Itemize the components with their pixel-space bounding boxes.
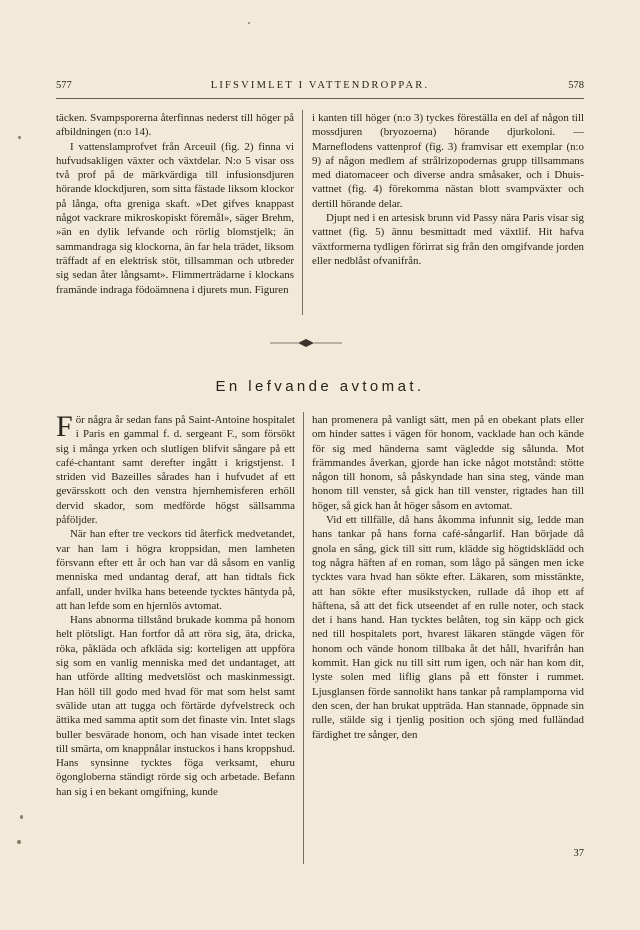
top-column-left [56, 111, 294, 317]
paragraph: I vattenslamprofvet från Arceuil (fig. 2) finna vi hufvudsakligen växter och växtdelar. N:o 5 visar oss två prof på de märkvärdiga till infusionsdjuren hörande klockdjuren, som sitta fästade liksom klockor på långa, ofta greniga skaft. »Det gifves knappast något vackrare mikroskopiskt föremål», säger Brehm, »än en dylik lefvande och rörlig blomstjelk; än sammandraga sig klockorna, än far hela trädet, liksom träffadt af en elektrisk stöt, tillsamman och utbreder sig sedan åter långsamt». Flimmerträdarne i klockans framände indraga födoämnena i djurets mun. Figuren [56, 140, 294, 296]
top-column-right [312, 111, 584, 317]
running-header [56, 80, 584, 96]
paragraph: När han efter tre veckors tid återfick medvetandet, var han lam i högra kroppsidan, men lamheten försvann efter ett år och han var då såsom en vanlig menniska med undantag deraf, att han tidtals fick anfall, under hvilka hans beteende tycktes häntyda på, att han lefde som en hjernlös avtomat. [56, 528, 295, 612]
section-divider-ornament [270, 337, 342, 349]
paper-speck [17, 840, 21, 844]
paper-speck [18, 136, 21, 139]
paper-speck [20, 815, 23, 819]
paragraph: Vid ett tillfälle, då hans åkomma infunnit sig, ledde man hans tankar på hans forna café-sångarlif. Han började då gnola en sång, gick till sitt rum, klädde sig högtidsklädd och tog några häften af en roman, som lågo på sängen men icke tycktes vara hvad han sökte efter. Läkaren, som misstänkte, att han sökte efter musikstycken, rullade då ihop ett af häftena, så att det fick utseendet af en rulle noter, och stack det i hans hand. Han tycktes belåten, tog sin käpp och gick ned till hospitalets port, hvarest läkaren stängde vägen för honom och vände honom tillbaka åt det håll, hvarifrån han kommit. Han gick nu till sitt rum igen, och när han kom dit, lyste solen med liflig glans på ett fönster i rummet. Ljusglansen förde sannolikt hans tankar på ramplamporna vid den scen, der han brukat uppträda. Han stannade, öppnade sin rulle, stälde sig i tjenlig position och sjöng med fulländad färdighet tre sånger, den [312, 514, 584, 741]
header-page-right: 578 [568, 80, 584, 91]
article-column-right [312, 413, 584, 843]
first-paragraph [56, 413, 295, 527]
drop-cap: F [56, 413, 73, 443]
page-number: 37 [573, 848, 584, 859]
paragraph: i kanten till höger (n:o 3) tyckes föreställa en del af någon till mossdjuren (bryozoerna) hörande djurkoloni. — Marneflodens vattenprof (fig. 3) framvisar ett exemplar (n:o 9) af någon medlem af strålrizopodernas grupp tillsammans med diatomaceer och diverse andra småsaker, och i Dhuis-vattnet (fig. 4) förekomma nästan blott svampväxter och dertill hörande delar. [312, 112, 584, 210]
column-divider [302, 110, 303, 315]
header-page-left: 577 [56, 80, 72, 91]
paragraph: han promenera på vanligt sätt, men på en obekant plats eller om hinder sattes i vägen för honom, vacklade han och kände för sig med händerna samt vägledde sig sålunda. Mot främmandes åverkan, gjorde han icke något motstånd: stötte någon till honom, så påskyndade han sina steg, vände man honom till venster, så gick han till venster, rigtades han till höger, så gick han åt höger såsom en avtomat. [312, 414, 584, 512]
header-rule [56, 98, 584, 99]
paragraph: Djupt ned i en artesisk brunn vid Passy nära Paris visar sig vattnet (fig. 5) ännu besmittadt med växtlif. Hit hafva växtformerna tydligen förirrat sig från den omgifvande jorden eller nedblåst ofvanifrån. [312, 212, 584, 267]
column-divider [303, 412, 304, 864]
header-title: LIFSVIMLET I VATTENDROPPAR. [210, 80, 430, 91]
article-column-left [56, 413, 295, 865]
first-paragraph-text: ör några år sedan fans på Saint-Antoine hospitalet i Paris en gammal f. d. sergeant F., som försökt sig i många yrken och slutligen blifvit sångare på ett café-chantant samt derefter ingått i krigstjenst. I striden vid Bazeilles sårades han i hufvudet af ett gevärsskott och den venstra hjernhemisferen erhöll dervid skador, som medförde högst sällsamma påföljder. [56, 414, 295, 527]
paragraph: täcken. Svampsporerna återfinnas nederst till höger på afbildningen (n:o 14). [56, 112, 294, 139]
article-title: En lefvande avtomat. [215, 378, 425, 395]
paper-speck [248, 22, 250, 24]
paragraph: Hans abnorma tillstånd brukade komma på honom helt plötsligt. Han fortfor då att röra sig, äta, dricka, röka, påkläda och afkläda sig: korteligen att uppföra sig som en vanlig menniska med det undantaget, att han utförde allting medvetslöst och maskinmessigt. Han höll till godo med hvad för mat som helst samt svälide utan att tugga och förtärde dyfvelstreck och ättika med samma aptit som det finaste vin. Intet slags buller besvärade honom, och han visade intet tecken till smärta, om knappnålar instuckos i hans kroppshud. Hans synsinne tycktes föga verksamt, ehuru ögongloberna ständigt rörde sig och arbetade. Befann han sig i en bekant omgifning, kunde [56, 614, 295, 798]
